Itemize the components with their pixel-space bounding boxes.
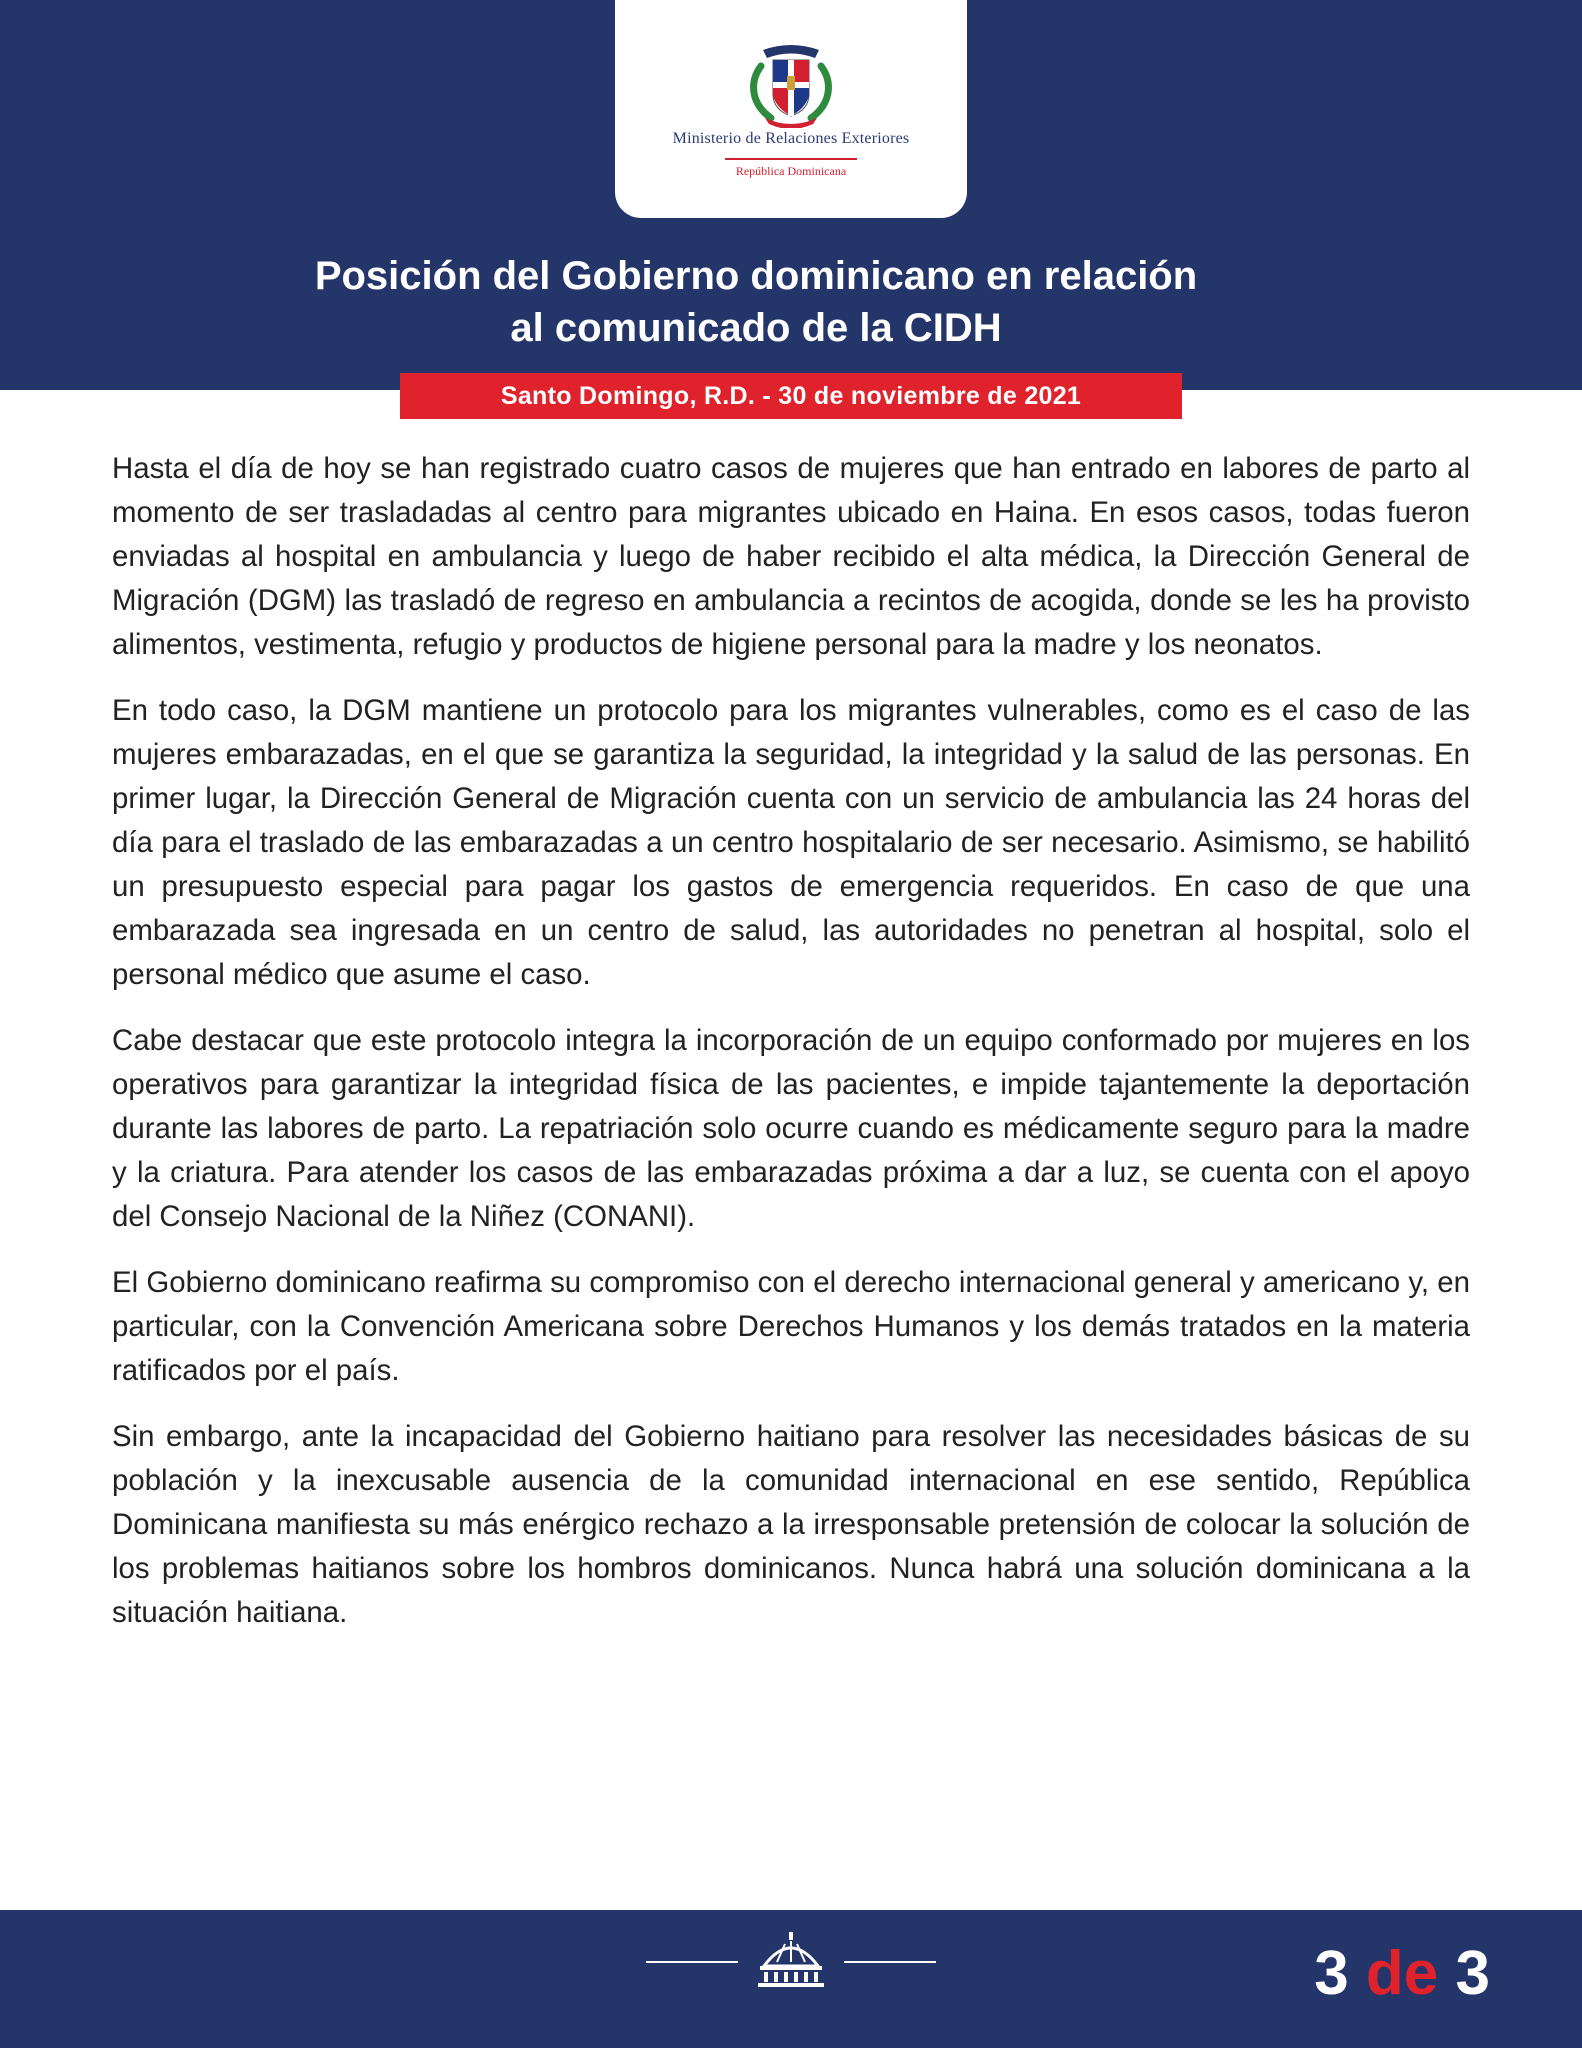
paragraph-4: El Gobierno dominicano reafirma su compromiso con el derecho internacional general y americano y, en particular, con la Convención Americana sobre Derechos Humanos y los demás tratados en la materia ratificados por el país. <box>112 1266 1470 1387</box>
title-line-1: Posición del Gobierno dominicano en relación <box>314 254 1198 298</box>
ministry-name: Ministerio de Relaciones Exteriores <box>672 130 910 147</box>
paragraph-2: En todo caso, la DGM mantiene un protocolo para los migrantes vulnerables, como es el caso de las mujeres embarazadas, en el que se garantiza la seguridad, la integridad y la salud de las personas. En primer lugar, la Dirección General de Migración cuenta con un servicio de ambulancia las 24 horas del día para el traslado de las embarazadas a un centro hospitalario de ser necesario. Asimismo, se habilitó un presupuesto especial para pagar los gastos de emergencia requeridos. En caso de que una embarazada sea ingresada en un centro de salud, las autoridades no penetran al hospital, solo el personal médico que asume el caso. <box>112 694 1470 991</box>
date-bar: Santo Domingo, R.D. - 30 de noviembre de 2021 <box>400 373 1182 419</box>
paragraph-3: Cabe destacar que este protocolo integra la incorporación de un equipo conformado por mujeres en los operativos para garantizar la integridad física de las pacientes, e impide tajantemente la deportación durante las labores de parto. La repatriación solo ocurre cuando es médicamente seguro para la madre y la criatura. Para atender los casos de las embarazadas próxima a dar a luz, se cuenta con el apoyo del Consejo Nacional de la Niñez (CONANI). <box>112 1024 1470 1233</box>
page-indicator <box>1270 1939 1490 2008</box>
footer-left-rule <box>646 1961 738 1963</box>
palace-dome-icon <box>754 1932 828 1988</box>
page-current: 3 <box>1314 1939 1349 2008</box>
page-total: 3 <box>1455 1939 1490 2008</box>
paragraph-1: Hasta el día de hoy se han registrado cuatro casos de mujeres que han entrado en labores de parto al momento de ser trasladadas al centro para migrantes ubicado en Haina. En esos casos, todas fueron enviadas al hospital en ambulancia y luego de haber recibido el alta médica, la Dirección General de Migración (DGM) las trasladó de regreso en ambulancia a recintos de acogida, donde se les ha provisto alimentos, vestimenta, refugio y productos de higiene personal para la madre y los neonatos. <box>112 452 1470 661</box>
title-line-2: al comunicado de la CIDH <box>510 306 1002 350</box>
document-title <box>150 250 1362 354</box>
republic-name: República Dominicana <box>735 164 847 178</box>
statement-body <box>112 447 1470 1657</box>
logo-divider <box>725 158 857 160</box>
coat-of-arms-icon <box>743 38 839 128</box>
page-separator: de <box>1365 1939 1439 2008</box>
header-band <box>0 0 1582 390</box>
ministry-logo-card <box>615 0 967 218</box>
paragraph-5: Sin embargo, ante la incapacidad del Gobierno haitiano para resolver las necesidades básicas de su población y la inexcusable ausencia de la comunidad internacional en ese sentido, República Dominicana manifiesta su más enérgico rechazo a la irresponsable pretensión de colocar la solución de los problemas haitianos sobre los hombros dominicanos. Nunca habrá una solución dominicana a la situación haitiana. <box>112 1420 1470 1629</box>
footer-right-rule <box>844 1961 936 1963</box>
